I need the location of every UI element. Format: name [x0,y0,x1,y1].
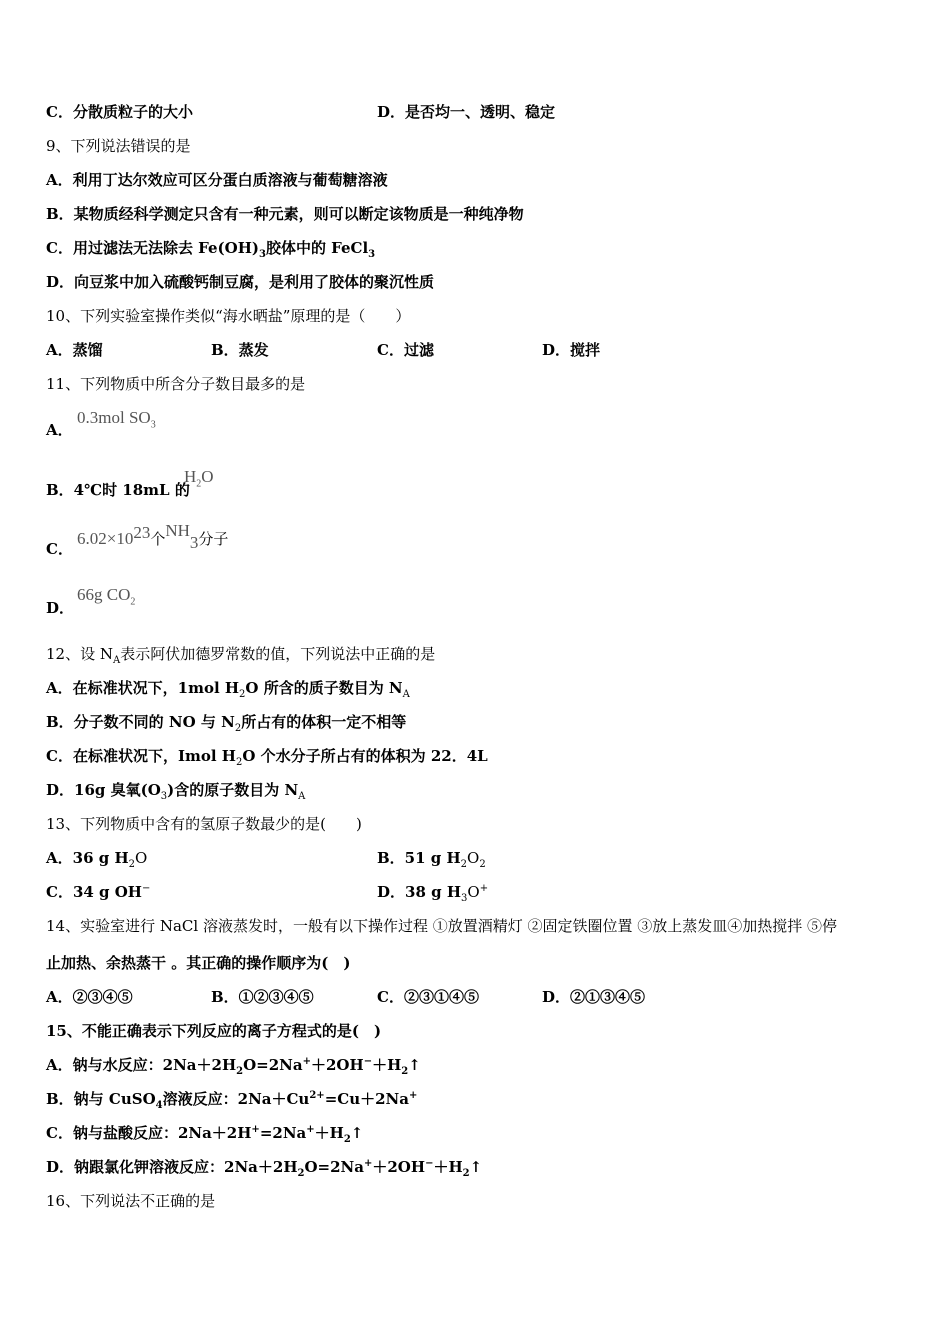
q13-stem: 13、下列物质中含有的氢原子数最少的是( ) [46,815,362,833]
q11-option-d-formula: 66g $CO_2$ [77,585,136,608]
q12-stem: 12、设 $N_A$表示阿伏加德罗常数的值，下列说法中正确的是 [46,645,436,666]
q12-option-b: B．分子数不同的 NO 与 $N_2$所占有的体积一定不相等 [46,713,407,734]
q14-stem-line1: 14、实验室进行 NaCl 溶液蒸发时，一般有以下操作过程 ①放置酒精灯 ②固定铁圈位置 ③放上蒸发皿④加热搅拌 ⑤停 [46,917,838,935]
q11-option-a-formula: 0.3mol $SO_3$ [77,408,156,431]
q14-option-c: C．②③①④⑤ [377,988,479,1006]
q10-option-c: C．过滤 [377,341,434,359]
q11-stem: 11、下列物质中所含分子数目最多的是 [46,375,306,393]
q8-option-d: D．是否均一、透明、稳定 [377,103,556,121]
q11-option-c-label: C． [46,540,73,558]
q12-option-c: C．在标准状况下，Imol $H_2O$ 个水分子所占有的体积为 22．4L [46,747,488,768]
q14-option-b: B．①②③④⑤ [211,988,314,1006]
q15-option-d: D．钠跟氯化钾溶液反应：$2Na+2H_2O=2Na^++2OH^-+H_2↑$ [46,1158,483,1179]
q10-option-d: D．搅拌 [542,341,601,359]
q13-option-b: B．51 g $H_2O_2$ [377,849,486,870]
q9-option-c: C．用过滤法无法除去 $Fe(OH)_3$胶体中的 FeCl$_3$ [46,239,376,260]
q11-option-b-formula: $H_2O$ [184,467,214,490]
q15-option-a: A．钠与水反应：$2Na+2H_2O=2Na^++2OH^-+H_2↑$ [46,1056,421,1077]
q14-option-a: A．②③④⑤ [46,988,133,1006]
q12-option-a: A．在标准状况下，1mol $H_2O$ 所含的质子数目为 $N_A$ [46,679,410,700]
q10-option-b: B．蒸发 [211,341,269,359]
q16-stem: 16、下列说法不正确的是 [46,1192,216,1210]
q10-stem: 10、下列实验室操作类似“海水晒盐”原理的是（ ） [46,307,411,325]
q9-option-d: D．向豆浆中加入硫酸钙制豆腐，是利用了胶体的聚沉性质 [46,273,435,291]
q13-option-c: C．34 g OH− [46,883,151,901]
q12-option-d: D．16g 臭氧$(O_3)$含的原子数目为 $N_A$ [46,781,306,802]
q15-stem: 15、不能正确表示下列反应的离子方程式的是( ) [46,1022,382,1040]
q11-option-b-label: B．4℃时 18mL 的 [46,481,190,499]
q11-option-a-label: A． [46,421,73,439]
q11-option-c-content: $6.02\times 10^{23}$个$NH_3$分子 [77,521,229,552]
q10-option-a: A．蒸馏 [46,341,103,359]
q14-stem-line2: 止加热、余热蒸干 。其正确的操作顺序为( ) [46,954,351,972]
q9-option-a: A．利用丁达尔效应可区分蛋白质溶液与葡萄糖溶液 [46,171,388,189]
q15-option-c: C．钠与盐酸反应：$2Na+2H^+=2Na^++H_2↑$ [46,1124,364,1145]
q13-option-a: A．36 g $H_2O$ [46,849,148,870]
q15-option-b: B．钠与 CuSO$_4$溶液反应：$2Na+Cu^{2+}=Cu+2Na^+$ [46,1090,418,1111]
q8-option-c: C．分散质粒子的大小 [46,103,193,121]
q9-option-b: B．某物质经科学测定只含有一种元素，则可以断定该物质是一种纯净物 [46,205,524,223]
q11-option-d-label: D． [46,599,75,617]
q13-option-d: D．38 g $H_3O^+$ [377,883,489,904]
q9-stem: 9、下列说法错误的是 [46,137,191,155]
q14-option-d: D．②①③④⑤ [542,988,646,1006]
